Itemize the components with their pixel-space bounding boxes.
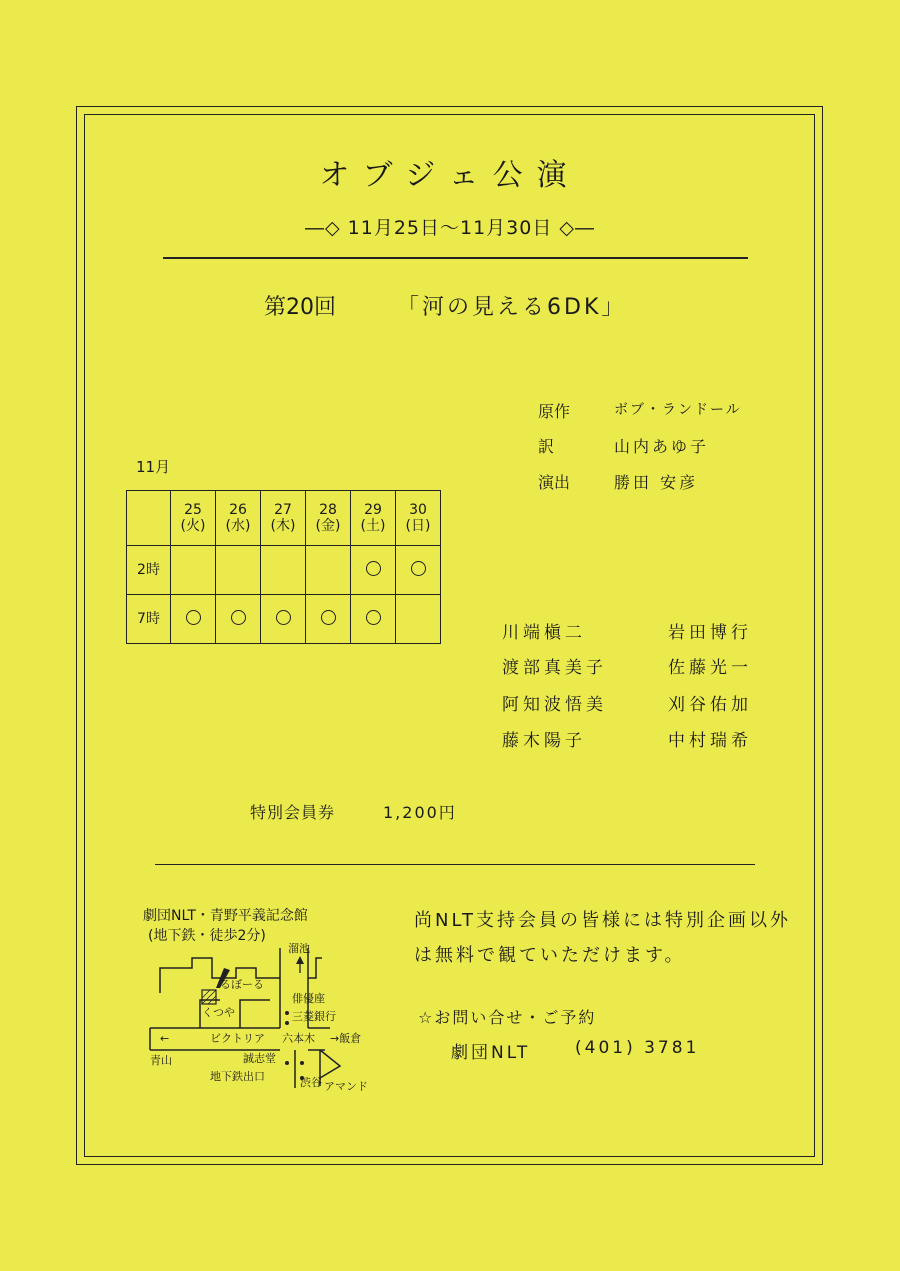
contact-org: 劇団NLT	[451, 1043, 531, 1063]
play-number: 第20回	[264, 295, 336, 320]
cast-member: 川端槇二	[502, 623, 586, 643]
map-label: →飯倉	[330, 1032, 362, 1045]
day-weekday: (日)	[405, 518, 431, 534]
play-title: 「河の見える6DK」	[397, 295, 627, 320]
show-slot	[261, 595, 306, 644]
calendar-month: 11月	[136, 458, 171, 476]
time-label: 2時	[127, 546, 171, 595]
show-slot	[351, 595, 396, 644]
performance-dates: ―◇ 11月25日〜11月30日 ◇―	[304, 217, 595, 239]
day-weekday: (火)	[180, 518, 206, 534]
credit-name-author: ボブ・ランドール	[614, 402, 742, 418]
top-divider	[163, 257, 748, 259]
show-slot	[306, 595, 351, 644]
map-label: るぼーる	[220, 978, 264, 991]
calendar-day	[396, 491, 441, 546]
venue-name: 劇団NLT・青野平義記念館	[143, 908, 308, 924]
map-label: くつや	[202, 1006, 235, 1019]
ticket-price: 1,200円	[383, 803, 457, 822]
show-circle-icon	[276, 610, 291, 625]
map-label: 誠志堂	[243, 1052, 276, 1065]
show-slot	[306, 546, 351, 595]
show-circle-icon	[366, 561, 381, 576]
day-date: 28	[319, 502, 337, 518]
map-label: 俳優座	[292, 992, 325, 1005]
contact-phone: (401) 3781	[575, 1038, 700, 1058]
notice-line: 尚NLT支持会員の皆様には特別企画以外	[414, 910, 792, 931]
cast-member: 刈谷佑加	[668, 695, 752, 715]
show-slot	[171, 595, 216, 644]
cast-member: 藤木陽子	[502, 731, 586, 751]
cast-member: 佐藤光一	[668, 658, 752, 678]
map-label: 六本木	[282, 1032, 315, 1045]
map-label: 三菱銀行	[292, 1010, 336, 1023]
day-date: 30	[409, 502, 427, 518]
contact-label: ☆お問い合せ・ご予約	[418, 1008, 597, 1027]
map-label: 溜池	[288, 942, 310, 955]
map-label: 渋谷	[300, 1076, 322, 1089]
show-slot	[396, 546, 441, 595]
map-label: ビクトリア	[210, 1032, 265, 1045]
map-label: 地下鉄出口	[210, 1070, 265, 1083]
show-slot	[351, 546, 396, 595]
day-date: 25	[184, 502, 202, 518]
calendar-corner	[127, 491, 171, 546]
calendar-day	[306, 491, 351, 546]
calendar-day	[216, 491, 261, 546]
day-date: 27	[274, 502, 292, 518]
day-weekday: (土)	[360, 518, 386, 534]
map-label: アマンド	[324, 1080, 368, 1093]
show-circle-icon	[366, 610, 381, 625]
day-weekday: (水)	[225, 518, 251, 534]
day-date: 26	[229, 502, 247, 518]
show-slot	[261, 546, 306, 595]
arrow-up-icon	[296, 956, 304, 964]
calendar-day	[261, 491, 306, 546]
show-circle-icon	[186, 610, 201, 625]
day-weekday: (金)	[315, 518, 341, 534]
cast-member: 岩田博行	[668, 623, 752, 643]
bottom-divider	[155, 864, 755, 865]
show-slot	[396, 595, 441, 644]
show-circle-icon	[411, 561, 426, 576]
page-title: オブジェ公演	[319, 158, 581, 193]
day-weekday: (木)	[270, 518, 296, 534]
venue-access: (地下鉄・徒歩2分)	[148, 928, 266, 944]
cast-member: 中村瑞希	[668, 731, 752, 751]
map-label: 青山	[150, 1054, 172, 1067]
show-slot	[216, 595, 261, 644]
credit-role-translator: 訳	[538, 437, 555, 456]
calendar-day	[171, 491, 216, 546]
venue-map	[140, 938, 390, 1108]
credit-name-director: 勝田 安彦	[614, 473, 699, 492]
credit-name-translator: 山内あゆ子	[614, 437, 710, 456]
show-circle-icon	[321, 610, 336, 625]
credit-role-director: 演出	[538, 473, 571, 492]
show-slot	[171, 546, 216, 595]
cast-member: 阿知波悟美	[502, 695, 607, 715]
credit-role-author: 原作	[538, 402, 571, 421]
time-label: 7時	[127, 595, 171, 644]
calendar-day	[351, 491, 396, 546]
performance-calendar	[126, 490, 441, 644]
show-circle-icon	[231, 610, 246, 625]
ticket-label: 特別会員券	[250, 803, 336, 822]
day-date: 29	[364, 502, 382, 518]
map-label: ←	[160, 1032, 170, 1045]
show-slot	[216, 546, 261, 595]
cast-member: 渡部真美子	[502, 658, 607, 678]
notice-line: は無料で観ていただけます。	[414, 945, 686, 966]
